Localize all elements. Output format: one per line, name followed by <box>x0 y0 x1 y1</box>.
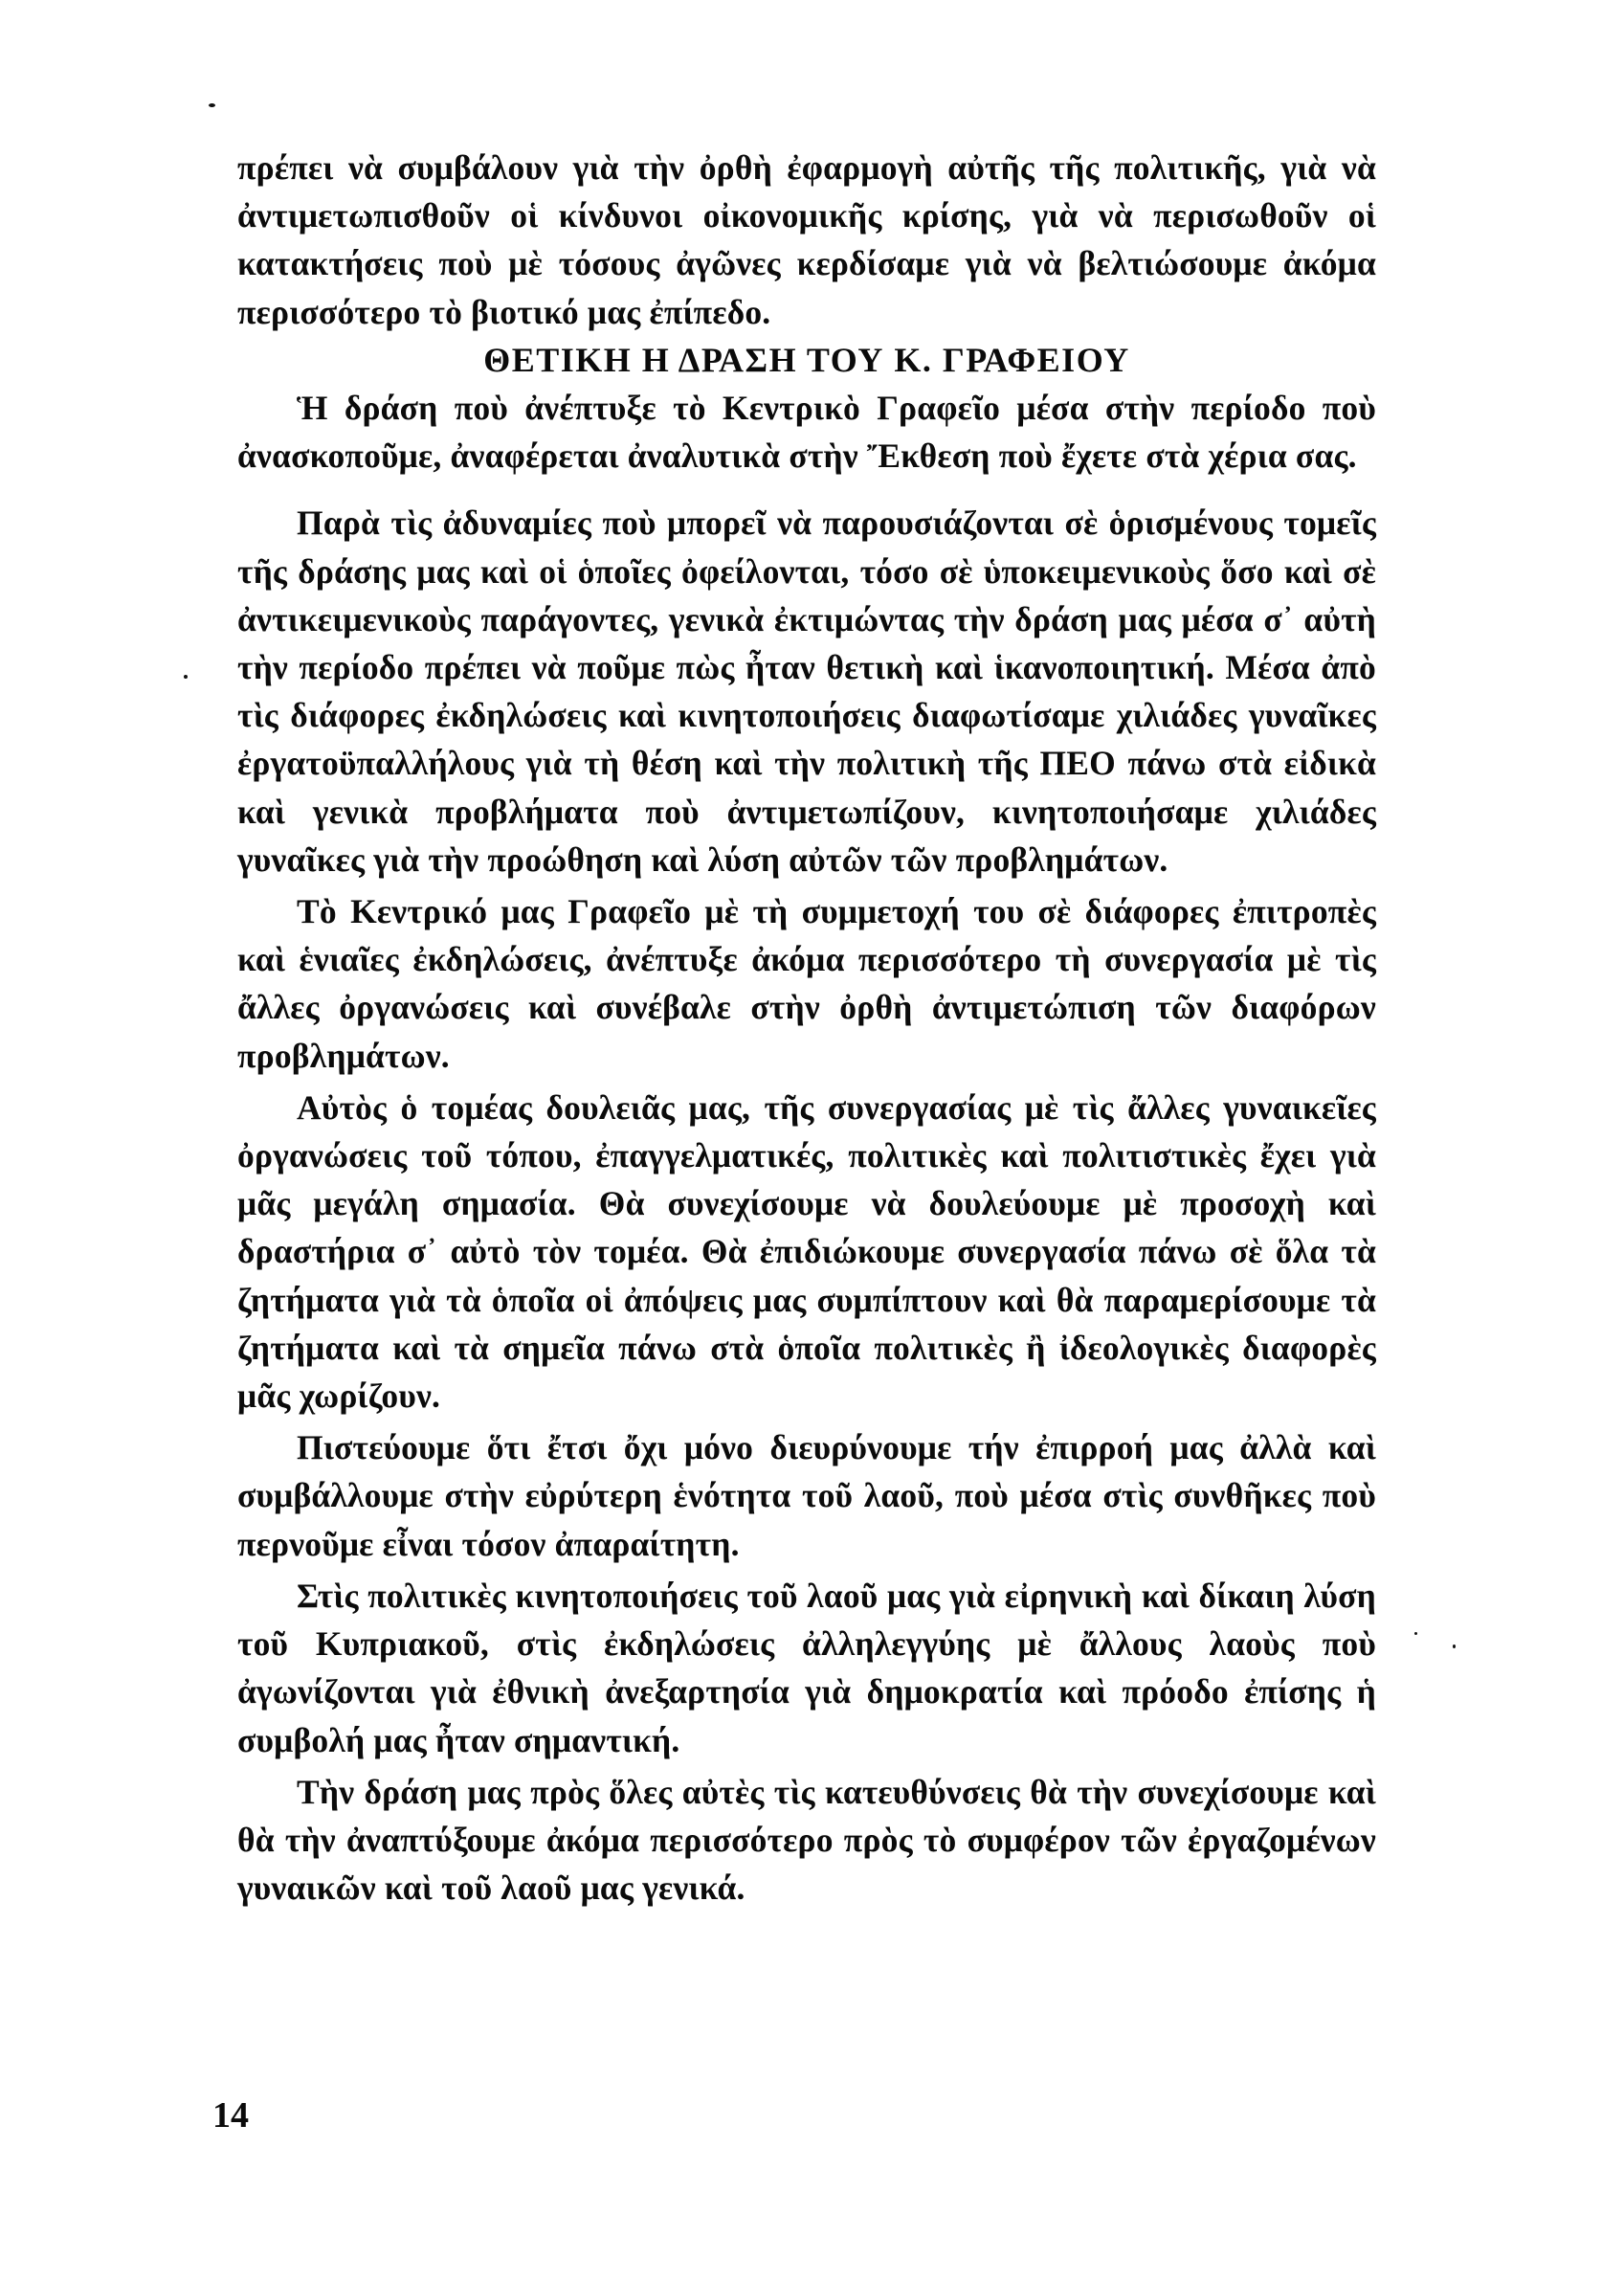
body-paragraph-4: Αὐτὸς ὁ τομέας δουλειᾶς μας, τῆς συνεργασίας μὲ τὶς ἄλλες γυναικεῖες ὀργανώσεις τοῦ τόπου, ἐπαγγελματικές, πολιτικὲς καὶ πολιτιστικὲς ἔχει γιὰ μᾶς μεγάλη σημασία. Θὰ συνεχίσουμε νὰ δουλεύουμε μὲ προσοχὴ καὶ δραστήρια σ᾿ αὐτὸ τὸν τομέα. Θὰ ἐπιδιώκουμε συνεργασία πάνω σὲ ὅλα τὰ ζητήματα γιὰ τὰ ὁποῖα οἱ ἀπόψεις μας συμπίπτουν καὶ θὰ παραμερίσουμε τὰ ζητήματα καὶ τὰ σημεῖα πάνω στὰ ὁποῖα πολιτικὲς ἢ ἰδεολογικὲς διαφορὲς μᾶς χωρίζουν. <box>237 1087 1376 1416</box>
body-paragraph-7: Τὴν δράση μας πρὸς ὅλες αὐτὲς τὶς κατευθύνσεις θὰ τὴν συνεχίσουμε καὶ θὰ τὴν ἀναπτύξουμε ἀκόμα περισσότερο πρὸς τὸ συμφέρον τῶν ἐργαζομένων γυναικῶν καὶ τοῦ λαοῦ μας γενικά. <box>237 1772 1376 1908</box>
scan-speck <box>1453 1644 1456 1648</box>
section-heading: ΘΕΤΙΚΗ Η ΔΡΑΣΗ ΤΟΥ Κ. ΓΡΑΦΕΙΟΥ <box>483 340 1130 379</box>
body-paragraph-3: Τὸ Κεντρικό μας Γραφεῖο μὲ τὴ συμμετοχή του σὲ διάφορες ἐπιτροπὲς καὶ ἑνιαῖες ἐκδηλώσεις, ἀνέπτυξε ἀκόμα περισσότερο τὴ συνεργασία μὲ τὶς ἄλλες ὀργανώσεις καὶ συνέβαλε στὴν ὀρθὴ ἀντιμετώπιση τῶν διαφόρων προβλημάτων. <box>237 892 1376 1075</box>
text-column <box>237 144 1376 1912</box>
body-paragraph-2: Παρὰ τὶς ἀδυναμίες ποὺ μπορεῖ νὰ παρουσιάζονται σὲ ὁρισμένους τομεῖς τῆς δράσης μας καὶ οἱ ὁποῖες ὀφείλονται, τόσο σὲ ὑποκειμενικοὺς ὅσο καὶ σὲ ἀντικειμενικοὺς παράγοντες, γενικὰ ἐκτιμώντας τὴν δράση μας μέσα σ᾿ αὐτὴ τὴν περίοδο πρέπει νὰ ποῦμε πὼς ἦταν θετικὴ καὶ ἱκανοποιητική. Μέσα ἀπὸ τὶς διάφορες ἐκδηλώσεις καὶ κινητοποιήσεις διαφωτίσαμε χιλιάδες γυναῖκες ἐργατοϋπαλλήλους γιὰ τὴ θέση καὶ τὴν πολιτικὴ τῆς ΠΕΟ πάνω στὰ εἰδικὰ καὶ γενικὰ προβλήματα ποὺ ἀντιμετωπίζουν, κινητοποιήσαμε χιλιάδες γυναῖκες γιὰ τὴν προώθηση καὶ λύση αὐτῶν τῶν προβλημάτων. <box>237 503 1376 879</box>
body-paragraph-5: Πιστεύουμε ὅτι ἔτσι ὄχι μόνο διευρύνουμε τήν ἐπιρροή μας ἀλλὰ καὶ συμβάλλουμε στὴν εὐρύτερη ἑνότητα τοῦ λαοῦ, ποὺ μέσα στὶς συνθῆκες ποὺ περνοῦμε εἶναι τόσον ἀπαραίτητη. <box>237 1428 1376 1563</box>
body-paragraph-6: Στὶς πολιτικὲς κινητοποιήσεις τοῦ λαοῦ μας γιὰ εἰρηνικὴ καὶ δίκαιη λύση τοῦ Κυπριακοῦ, στὶς ἐκδηλώσεις ἀλληλεγγύης μὲ ἄλλους λαοὺς ποὺ ἀγωνίζονται γιὰ ἐθνικὴ ἀνεξαρτησία γιὰ δημοκρατία καὶ πρόοδο ἐπίσης ἡ συμβολή μας ἦταν σημαντική. <box>237 1576 1376 1759</box>
intro-paragraph: πρέπει νὰ συμβάλουν γιὰ τὴν ὀρθὴ ἐφαρμογὴ αὐτῆς τῆς πολιτικῆς, γιὰ νὰ ἀντιμετωπισθοῦν οἱ κίνδυνοι οἰκονομικῆς κρίσης, γιὰ νὰ περισωθοῦν οἱ κατακτήσεις ποὺ μὲ τόσους ἀγῶνες κερδίσαμε γιὰ νὰ βελτιώσουμε ἀκόμα περισσότερο τὸ βιοτικό μας ἐπίπεδο. <box>237 148 1376 331</box>
scan-speck <box>1414 1632 1417 1635</box>
scan-speck <box>184 675 188 679</box>
body-paragraph-1: Ἡ δράση ποὺ ἀνέπτυξε τὸ Κεντρικὸ Γραφεῖο μέσα στὴν περίοδο ποὺ ἀνασκοποῦμε, ἀναφέρεται ἀναλυτικὰ στὴν Ἔκθεση ποὺ ἔχετε στὰ χέρια σας. <box>237 389 1376 476</box>
page-number: 14 <box>212 2095 249 2136</box>
scan-speck <box>209 103 215 107</box>
